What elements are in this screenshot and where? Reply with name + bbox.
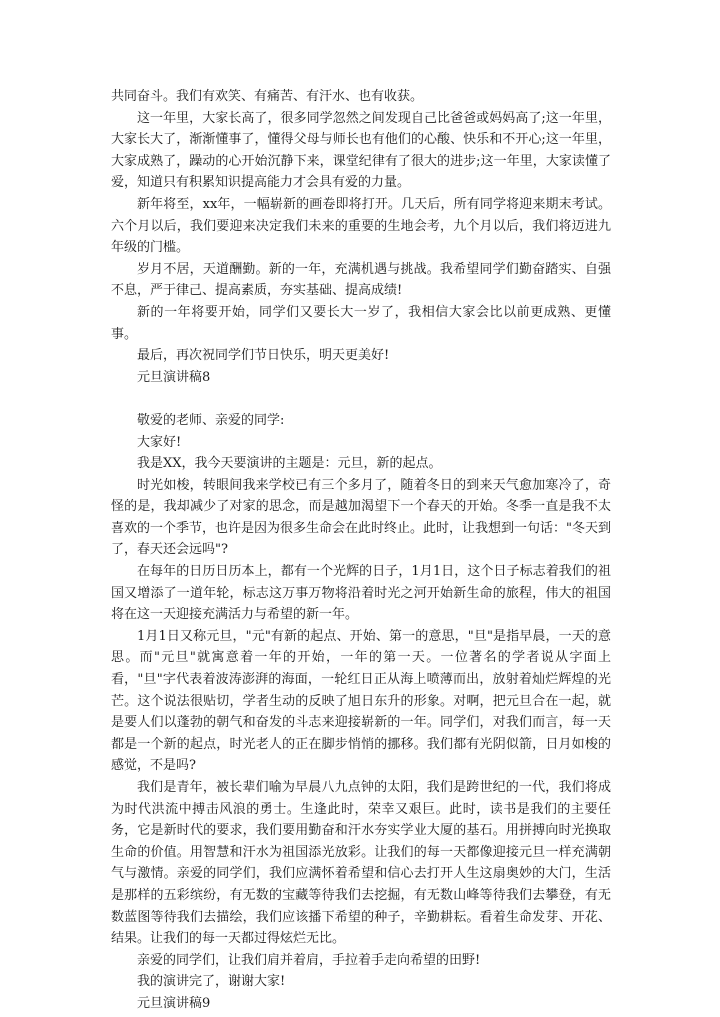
paragraph-youth: 我们是青年，被长辈们喻为早晨八九点钟的太阳，我们是跨世纪的一代，我们将成为时代洪流中搏击风浪的勇士。生逢此时，荣幸又艰巨。此时，读书是我们的主要任务，它是新时代的要求，我们要用勤奋和汗水夯实学业大厦的基石。用拼搏向时光换取生命的价值。用智慧和汗水为祖国添光放彩。让我们的每一天都像迎接元旦一样充满朝气与激情。亲爱的同学们，我们应满怀着希望和信心去打开人生这扇奥妙的大门，生活是那样的五彩缤纷，有无数的宝藏等待我们去挖掘，有无数山峰等待我们去攀登，有无数蓝图等待我们去描绘，我们应该播下希望的种子，辛勤耕耘。看着生命发芽、开花、结果。让我们的每一天都过得炫烂无比。 [111, 780, 611, 947]
paragraph-mature: 新的一年将要开始，同学们又要长大一岁了，我相信大家会比以前更成熟、更懂事。 [111, 304, 611, 342]
paragraph-growth: 这一年里，大家长高了，很多同学忽然之间发现自己比爸爸或妈妈高了;这一年里，大家长大了，渐渐懂事了，懂得父母与师长也有他们的心酸、快乐和不开心;这一年里，大家成熟了，躁动的心开始沉静下来，课堂纪律有了很大的进步;这一年里，大家读懂了爱，知道只有积累知识提高能力才会具有爱的力量。 [111, 110, 611, 191]
paragraph-salutation: 敬爱的老师、亲爱的同学: [137, 412, 285, 428]
section-title-8: 元旦演讲稿8 [137, 369, 211, 385]
paragraph-calendar: 在每年的日历日历本上，都有一个光辉的日子，1月1日，这个日子标志着我们的祖国又增添了一道年轮，标志这万事万物将沿着时光之河开始新生命的旅程，伟大的祖国将在这一天迎接充满活力与希望的新一年。 [111, 564, 611, 623]
paragraph-new-year-exams: 新年将至，xx年，一幅崭新的画卷即将打开。几天后，所有同学将迎来期末考试。六个月以后，我们要迎来决定我们未来的重要的生地会考，九个月以后，我们将迈进九年级的门槛。 [111, 196, 611, 256]
document-body [111, 86, 611, 1015]
paragraph-new-year-meaning: 1月1日又称元旦，"元"有新的起点、开始、第一的意思，"旦"是指早晨，一天的意思。而"元旦"就寓意着一年的开始，一年的第一天。一位著名的学者说从字面上看，"旦"字代表着波涛澎湃的海面，一轮红日正从海上喷薄而出，放射着灿烂辉煌的光芒。这个说法很贴切，学者生动的反映了旭日东升的形象。对啊，把元旦合在一起，就是要人们以蓬勃的朝气和奋发的斗志来迎接崭新的一年。同学们，对我们而言，每一天都是一个新的起点，时光老人的正在脚步悄悄的挪移。我们都有光阴似箭，日月如梭的感觉，不是吗? [111, 628, 611, 774]
paragraph-together: 亲爱的同学们，让我们肩并着肩，手拉着手走向希望的田野! [137, 952, 481, 968]
section-title-9: 元旦演讲稿9 [137, 995, 211, 1011]
paragraph-time-flies: 时光如梭，转眼间我来学校已有三个多月了，随着冬日的到来天气愈加寒冷了，奇怪的是，我却减少了对家的思念，而是越加渴望下一个春天的开始。冬季一直是我不太喜欢的一个季节，也许是因为很多生命会在此时终止。此时，让我想到一句话："冬天到了，春天还会远吗"? [111, 477, 611, 558]
paragraph-closing-wish: 最后，再次祝同学们节日快乐，明天更美好! [137, 348, 390, 364]
paragraph-topic: 我是XX，我今天要演讲的主题是：元旦，新的起点。 [137, 456, 442, 472]
paragraph-continuation: 共同奋斗。我们有欢笑、有痛苦、有汗水、也有收获。 [111, 89, 424, 104]
paragraph-thanks: 我的演讲完了，谢谢大家! [137, 974, 286, 990]
paragraph-hope: 岁月不居，天道酬勤。新的一年，充满机遇与挑战。我希望同学们勤奋踏实、自强不息，严于律己、提高素质，夯实基础、提高成绩! [111, 261, 611, 299]
paragraph-greeting: 大家好! [137, 434, 182, 450]
section-gap [111, 388, 611, 410]
